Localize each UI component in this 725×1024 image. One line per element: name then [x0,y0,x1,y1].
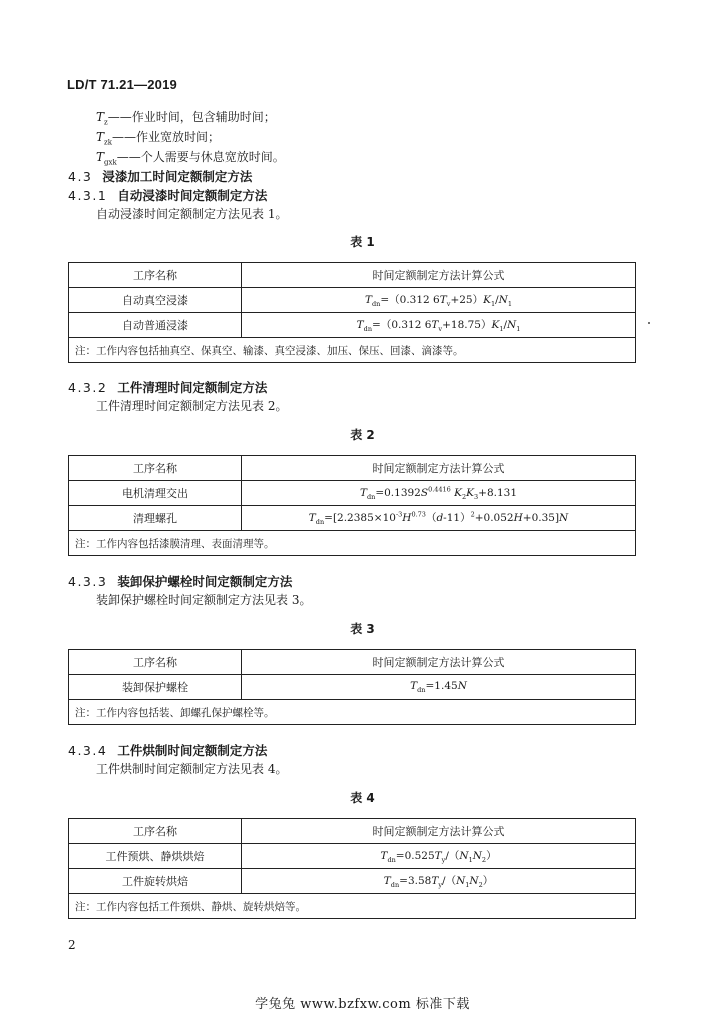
header-cell: 工序名称 [69,819,242,844]
process-name-cell: 自动真空浸漆 [69,288,242,313]
table-caption: 表 2 [350,428,375,442]
page-number: 2 [68,938,76,952]
section-paragraph: 装卸保护螺栓时间定额制定方法见表 3。 [96,593,312,607]
table-note-row [69,894,636,919]
process-name-cell: 自动普通浸漆 [69,313,242,338]
section-heading-4-3: 4.3 浸漆加工时间定额制定方法 [68,169,253,184]
formula-cell [242,675,636,700]
section-heading-4-3-4: 4.3.4 工件烘制时间定额制定方法 [68,743,268,758]
formula: $T_{dn}=3.58T_y/(N_1N_2)$ [383,874,494,890]
process-name-cell: 装卸保护螺栓 [69,675,242,700]
header-cell: 工序名称 [69,650,242,675]
table-header-row [69,819,636,844]
table-note-row [69,338,636,363]
formula: $T_{dn}=(0.312$ $6T_v+25)K_1/N_1$ [364,293,512,309]
header-cell: 时间定额制定方法计算公式 [242,650,636,675]
process-name-cell: 清理螺孔 [69,506,242,531]
formula: $T_{dn}=[2.2385\times 10^{-3}H^{0.73}(d-11)^2+0.052H+0.35]N$ [308,510,569,527]
table-header-row [69,456,636,481]
table-row [69,506,636,531]
definition-item [96,128,220,146]
table-caption: 表 4 [350,791,375,805]
process-name-cell: 电机清理交出 [69,481,242,506]
section-paragraph: 自动浸漆时间定额制定方法见表 1。 [96,207,288,221]
header-cell: 时间定额制定方法计算公式 [242,263,636,288]
table-row [69,288,636,313]
table-caption: 表 1 [350,235,375,249]
standard-number: LD/T 71.21—2019 [67,77,177,92]
header-cell: 工序名称 [69,263,242,288]
table-note-row [69,531,636,556]
header-cell: 工序名称 [69,456,242,481]
section-paragraph: 工件烘制时间定额制定方法见表 4。 [96,762,288,776]
definition-text: ——个人需要与休息宽放时间。 [116,150,285,164]
formula: $T_{dn}=(0.312$ $6T_v+18.75)K_1/N_1$ [356,318,521,334]
table-header-row [69,263,636,288]
section-heading-4-3-2: 4.3.2 工件清理时间定额制定方法 [68,380,268,395]
table-row [69,481,636,506]
table-note: 注：工作内容包括抽真空、保真空、输漆、真空浸漆、加压、保压、回漆、滴漆等。 [69,338,636,363]
formula-cell [242,506,636,531]
header-cell: 时间定额制定方法计算公式 [242,819,636,844]
table-caption: 表 3 [350,622,375,636]
formula: $T_{dn}=1.45N$ [410,680,467,695]
watermark-footer: 学兔兔 www.bzfxw.com 标准下载 [255,997,470,1012]
table-note: 注：工作内容包括工件预烘、静烘、旋转烘焙等。 [69,894,636,919]
process-name-cell: 工件预烘、静烘烘焙 [69,844,242,869]
definition-item [96,108,276,126]
formula-cell [242,313,636,338]
formula: $T_{dn}=0.525T_y/(N_1N_2)$ [380,849,497,865]
table-3 [68,649,636,725]
formula-cell [242,869,636,894]
process-name-cell: 工件旋转烘焙 [69,869,242,894]
table-header-row [69,650,636,675]
formula-cell [242,481,636,506]
scan-speck [648,322,650,324]
header-cell: 时间定额制定方法计算公式 [242,456,636,481]
section-paragraph: 工件清理时间定额制定方法见表 2。 [96,399,288,413]
definition-symbol: $T_{gxk}$ [96,150,117,167]
definition-text: ——作业宽放时间； [111,130,220,144]
table-row [69,313,636,338]
definition-text: ——作业时间，包含辅助时间； [107,110,276,124]
formula-cell [242,288,636,313]
formula: $T_{dn}=0.1392S^{0.4416}$ $K_2K_3+8.131$ [359,485,518,501]
section-heading-4-3-3: 4.3.3 装卸保护螺栓时间定额制定方法 [68,574,293,589]
table-row [69,869,636,894]
table-row [69,844,636,869]
table-note-row [69,700,636,725]
table-row [69,675,636,700]
table-4 [68,818,636,919]
definition-item [96,148,285,166]
section-heading-4-3-1: 4.3.1 自动浸漆时间定额制定方法 [68,188,268,203]
formula-cell [242,844,636,869]
table-note: 注：工作内容包括装、卸螺孔保护螺栓等。 [69,700,636,725]
definition-symbol: $T_z$ [96,110,108,127]
table-note: 注：工作内容包括漆膜清理、表面清理等。 [69,531,636,556]
definition-symbol: $T_{zk}$ [96,130,112,147]
table-1 [68,262,636,363]
table-2 [68,455,636,556]
